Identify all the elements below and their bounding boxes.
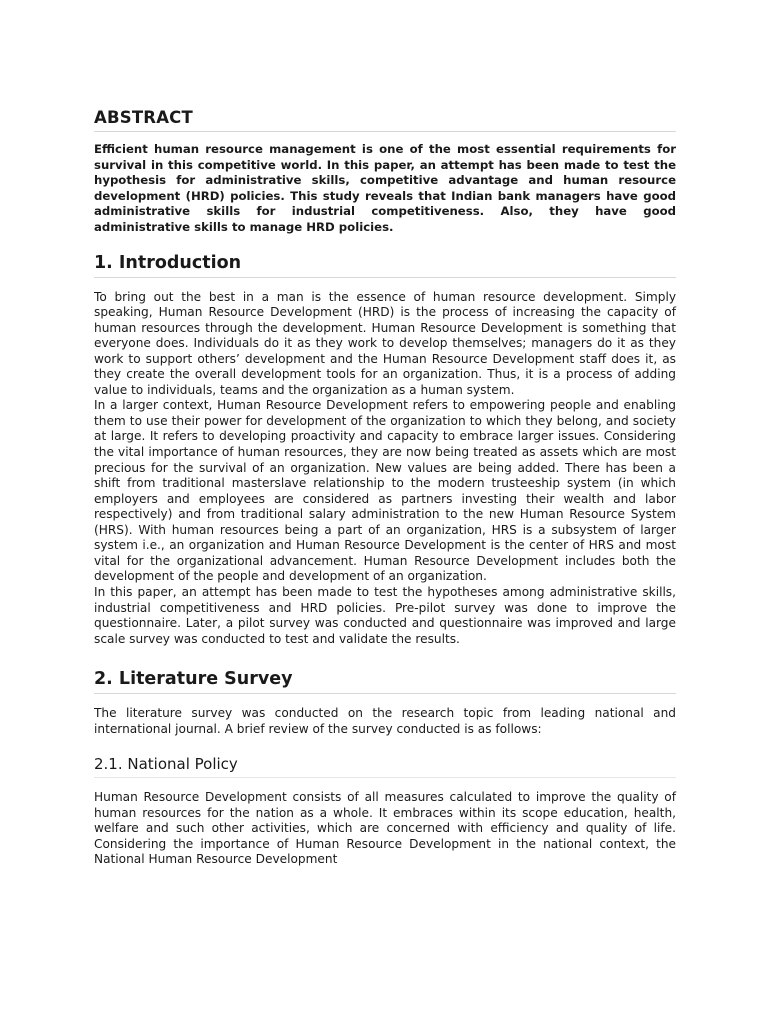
introduction-section <box>94 253 676 648</box>
introduction-paragraph-3: In this paper, an attempt has been made to test the hypotheses among administrative skills, industrial competitiveness and HRD policies. Pre-pilot survey was done to improve the questionnaire. Later, a pilot survey was conducted and questionnaire was improved and large scale survey was conducted to test and validate the results. <box>94 584 676 646</box>
literature-survey-text: The literature survey was conducted on the research topic from leading national and international journal. A brief review of the survey conducted is as follows: <box>94 706 676 736</box>
abstract-section <box>94 108 676 236</box>
introduction-heading: 1. Introduction <box>94 253 676 278</box>
national-policy-text: Human Resource Development consists of all measures calculated to improve the quality of human resources for the nation as a whole. It embraces within its scope education, health, welfare and such other activities, which are concerned with efficiency and quality of life. Considering the importance of Human Resource Development in the national context, the National Human Resource Development <box>94 790 676 867</box>
literature-survey-heading: 2. Literature Survey <box>94 669 676 694</box>
abstract-heading: ABSTRACT <box>94 108 676 132</box>
introduction-paragraph-1: To bring out the best in a man is the essence of human resource development. Simply speaking, Human Resource Development (HRD) is the process of increasing the capacity of human resources through the development. Human Resource Development is something that everyone does. Individuals do it as they work to develop themselves; managers do it as they work to support others’ development and the Human Resource Development staff does it, as they create the overall development tools for an organization. Thus, it is a process of adding value to individuals, teams and the organization as a human system. <box>94 289 676 397</box>
introduction-paragraph-2: In a larger context, Human Resource Development refers to empowering people and enabling them to use their power for development of the organization to which they belong, and society at large. It refers to developing proactivity and capacity to embrace larger issues. Considering the vital importance of human resources, they are now being treated as assets which are most precious for the survival of an organization. New values are being added. There has been a shift from traditional masterslave relationship to the modern trusteeship system (in which employers and employees are considered as partners investing their wealth and labor respectively) and from traditional salary administration to the new Human Resource System (HRS). With human resources being a part of an organization, HRS is a subsystem of larger system i.e., an organization and Human Resource Development is the center of HRS and most vital for the organizational advancement. Human Resource Development includes both the development of the people and development of an organization. <box>94 398 676 584</box>
abstract-text: Efficient human resource management is one of the most essential requirements for survival in this competitive world. In this paper, an attempt has been made to test the hypothesis for administrative skills, competitive advantage and human resource development (HRD) policies. This study reveals that Indian bank managers have good administrative skills for industrial competitiveness. Also, they have good administrative skills to manage HRD policies. <box>94 142 676 234</box>
national-policy-section <box>94 755 676 868</box>
literature-survey-section <box>94 669 676 737</box>
national-policy-heading: 2.1. National Policy <box>94 755 676 778</box>
